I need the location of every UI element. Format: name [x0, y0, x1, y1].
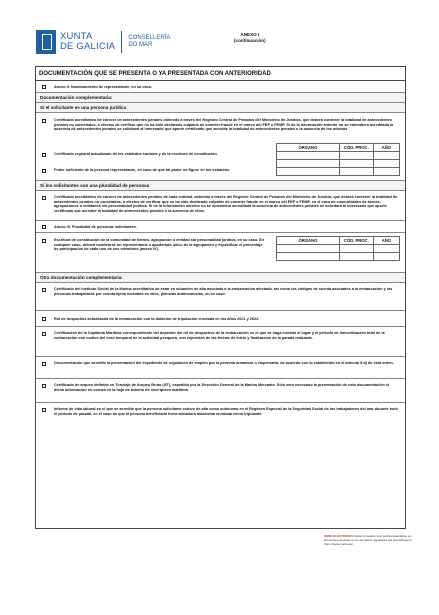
otra-heading: Otra documentación complementaria:	[36, 273, 405, 283]
otra-item-6-label: Informe de vida laboral en el que se acredite que la persona solicitante estuvo de alta como autónoma en el Régimen Especial de la Seguridad Social de los trabajadores del mar durante todo el periodo de parada, en el caso de que la persona beneficiaria fuera armadora autónoma enrolada como tripulante.	[54, 407, 398, 416]
footer-note	[324, 534, 414, 546]
galicia-shield-icon	[36, 30, 56, 54]
grid-cell[interactable]	[373, 253, 399, 261]
otra-item-4-row	[36, 357, 405, 379]
pluralidad-item-2-row	[36, 221, 405, 233]
otra-item-1-row	[36, 283, 405, 311]
otra-item-2-label: Rol de despachos actualizado de la embarcación con la dotación de tripulación enrolada en los años 2021 y 2022.	[54, 317, 260, 321]
annex-title: ANEXO I	[240, 32, 260, 37]
grid-header-ano: AÑO	[373, 144, 399, 152]
pluralidad-item-2-checkbox[interactable]	[42, 225, 46, 229]
pluralidad-item-2-label: Anexo IV. Pluralidad de personas solicitantes.	[54, 225, 137, 229]
grid-cell[interactable]	[277, 253, 340, 261]
conselleria-line-2: DO MAR	[128, 42, 153, 48]
otra-item-5-label: Certificado de arqueo definido en Tonelaje de Arqueo Bruto (GT), expedido por la Dirección General de la Marina Mercante. Sólo será necesario la presentación de esta documentación si dicha información no consta en la hoja de asiento de inscripción marítima.	[54, 383, 390, 392]
grid-cell[interactable]	[339, 168, 373, 176]
grid-header-organo: ÓRGANO	[277, 144, 340, 152]
grid-cell[interactable]	[277, 152, 340, 160]
sede-label: SEDE ELECTRÓNICA	[324, 534, 355, 538]
annex-subtitle: (continuación)	[234, 38, 266, 43]
grid-header-cod-proc: CÓD. PROC.	[339, 237, 373, 245]
logo-text	[60, 32, 115, 52]
sede-url-link[interactable]: https://sede.xunta.gal	[324, 542, 353, 546]
juridica-item-1-checkbox[interactable]	[42, 119, 46, 123]
juridica-item-2-label: Certificado registral actualizado de los estatutos sociales y de la escritura de constitución.	[54, 152, 218, 156]
otra-item-6-row	[36, 403, 405, 429]
pluralidad-item-3-label: Escritura de constitución de la comunidad de bienes, agrupación o entidad sin personalidad jurídica, en su caso. En cualquier caso, deberá nombrarse un representante o apoderado único de la agrupación y especificar el porcentaje de participación de cada uno de sus miembros (anexo IV).	[54, 238, 265, 252]
grid-cell[interactable]	[339, 152, 373, 160]
otra-item-3-label: Certificación de la Capitanía Marítima correspondiente del depósito del rol de despachos de la embarcación en el que se haga constar el lugar y el periodo de inmovilización total de la embarcación con motivo del cese temporal de la actividad pesquera, con expresión de las fechas de inicio y finalización de la parada realizada.	[54, 331, 385, 340]
otra-item-2-checkbox[interactable]	[42, 317, 46, 321]
grid-cell[interactable]	[339, 245, 373, 253]
juridica-grid	[276, 143, 400, 176]
section-title: DOCUMENTACIÓN QUE SE PRESENTA O YA PRESENTADA CON ANTERIORIDAD	[36, 67, 405, 81]
grid-header-cod-proc: CÓD. PROC.	[339, 144, 373, 152]
juridica-item-2-checkbox[interactable]	[42, 153, 46, 157]
logo-separator	[121, 31, 122, 53]
logo-line-2: DE GALICIA	[60, 41, 116, 52]
juridica-heading: Si el solicitante es una persona jurídica	[36, 103, 405, 113]
conselleria-name	[128, 35, 170, 49]
annex-ii-checkbox[interactable]	[42, 85, 46, 89]
pluralidad-grid	[276, 236, 400, 261]
otra-item-3-checkbox[interactable]	[42, 332, 46, 336]
otra-item-1-checkbox[interactable]	[42, 288, 46, 292]
complementaria-heading: Documentación complementaria:	[36, 93, 405, 103]
grid-cell[interactable]	[373, 168, 399, 176]
annex-ii-label: Anexo II. Nombramiento de representante, en su caso.	[54, 85, 153, 89]
pluralidad-item-1-checkbox[interactable]	[42, 196, 46, 200]
grid-cell[interactable]	[339, 253, 373, 261]
pluralidad-item-3-checkbox[interactable]	[42, 239, 46, 243]
grid-cell[interactable]	[277, 245, 340, 253]
juridica-item-3-checkbox[interactable]	[42, 169, 46, 173]
grid-cell[interactable]	[373, 245, 399, 253]
grid-header-organo: ÓRGANO	[277, 237, 340, 245]
otra-item-2-row	[36, 311, 405, 327]
pluralidad-item-1-row	[36, 191, 405, 221]
grid-cell[interactable]	[339, 160, 373, 168]
juridica-item-1-label: Certificado acreditativo de carecer de antecedentes penales obtenido a través del Registro Central de Penados del Ministerio de Justicia, que deberá contener la totalidad de antecedentes penales no cancelados, a efectos de verificar que no ha sido declarado culpable de cometer fraude en el marco del FEP o FEMP. Si de la información anterior no se entendiera acreditada la ausencia de antecedentes penales se solicitará al interesado que aporte certificado que acredite la totalidad de antecedentes penales o la ausencia de los mismos.	[54, 118, 394, 132]
logo-line-1: XUNTA	[60, 31, 93, 42]
pluralidad-heading: Si los solicitantes son una pluralidad de personas	[36, 181, 405, 191]
documentation-section	[35, 66, 406, 529]
otra-item-5-checkbox[interactable]	[42, 384, 46, 388]
grid-cell[interactable]	[373, 160, 399, 168]
annex-ii-row	[36, 81, 405, 93]
footer-text: Este formulario solo podrá presentarse en las formas previstas en la normativa reguladora del procedimiento.	[324, 534, 413, 542]
annex-heading	[234, 32, 266, 44]
xunta-logo	[36, 30, 170, 54]
otra-item-5-row	[36, 379, 405, 403]
otra-item-4-checkbox[interactable]	[42, 362, 46, 366]
otra-item-6-checkbox[interactable]	[42, 408, 46, 412]
grid-cell[interactable]	[277, 168, 340, 176]
juridica-block	[36, 113, 405, 181]
otra-item-3-row	[36, 327, 405, 357]
pluralidad-item-1-label: Certificado acreditativo de carecer de antecedentes penales de cada entidad, obtenido a través del Registro Central de Penados del Ministerio de Justicia, que deberá contener la totalidad de antecedentes penales no cancelados, a efectos de verificar que no ha sido declarado culpable de cometer fraude en el marco del FEP o FEMP, en el caso de comunidades de bienes, agrupaciones o entidades sin personalidad jurídica. Si de la información anterior no se entendiera acreditada la ausencia de antecedentes penales se solicitará al interesado que aporte certificado que acredite la totalidad de antecedentes penales o la ausencia de ellos.	[54, 195, 398, 213]
otra-item-4-label: Documentación que acredite la presentación del expediente de regulación de empleo por la persona armadora o empresaria, de acuerdo con lo establecido en el artículo 5.d) de esta orden.	[54, 361, 394, 365]
conselleria-line-1: CONSELLERÍA	[128, 35, 171, 41]
juridica-item-3-label: Poder suficiente de la persona representante, en caso de que tal poder no figure en los estatutos.	[54, 168, 231, 172]
otra-item-1-label: Certificado del Instituto Social de la Marina acreditativo de estar en situación de alta asociada a la embarcación afectada, así como los códigos de cuenta asociados a la embarcación y los personas trabajadoras por cuenta ajena incluidas en ellos, pleno/as autónomos/as, en su caso.	[54, 287, 393, 296]
grid-cell[interactable]	[373, 152, 399, 160]
grid-cell[interactable]	[277, 160, 340, 168]
grid-header-ano: AÑO	[373, 237, 399, 245]
pluralidad-item-3-row	[36, 233, 405, 273]
